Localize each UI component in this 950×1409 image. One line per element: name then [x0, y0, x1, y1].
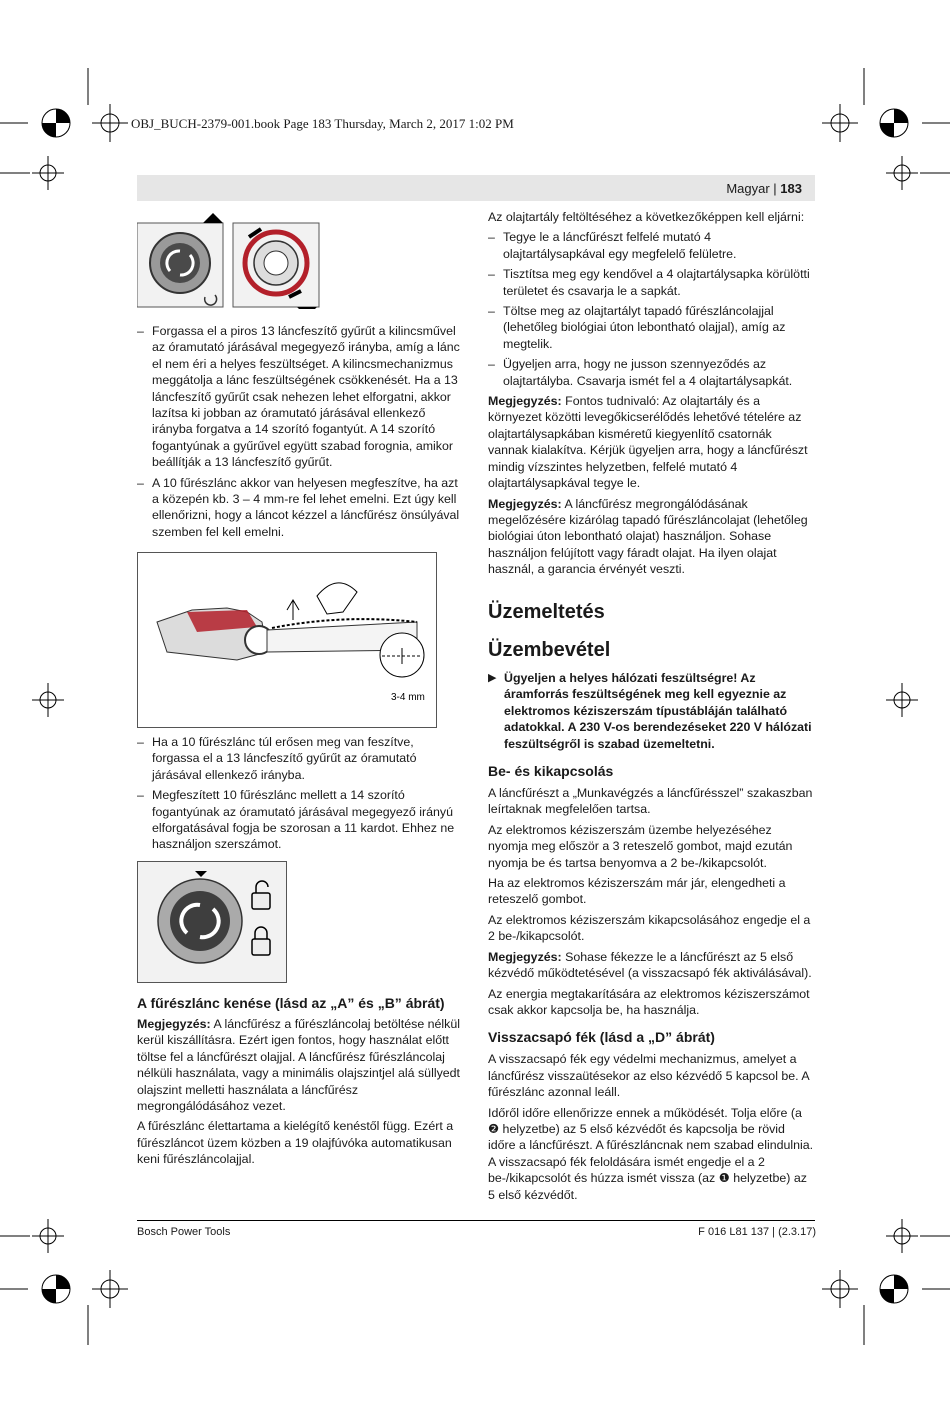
page-header: Magyar | 183 — [726, 181, 802, 196]
brake-text-2: Időről időre ellenőrizze ennek a működését. Tolja előre (a ❷ helyzetbe) az 5 első kézvédőt és kapcsolja be rövid időre a láncfűrészt. A fűrészláncnak nem szabad elindulnia. A visszacsapó fék feloldására ismét engedje el a 2 be-/kikapcsolót és húzza ismét vissza (az ❶ helyzetbe) az 5 első kézvédőt. — [488, 1105, 814, 1202]
oil-fill-section — [488, 209, 814, 582]
fill-intro: Az olajtartály feltöltéséhez a következőképpen kell eljárni: — [488, 210, 805, 224]
onoff-intro: A láncfűrészt a „Munkavégzés a láncfűrésszel” szakaszban leírtaknak megfelelően tartsa. — [488, 786, 813, 817]
header-band — [137, 175, 815, 201]
tension-step-1: – Forgassa el a piros 13 láncfeszítő gyűrűt a kilincsművel az óramutató járásával megegyező irányba, amíg a lánc el nem éri a helyes feszültséget. A kilincsmechanizmus meggátolja a lánc feszültségének csökkenését. Ha a 13 láncfeszítő gyűrűt csak nehezen lehet elforgatni, akkor lazítsa ki jobban az óramutató járásával ellenkező irányba forgatva a 14 szorító fogantyút. A 14 szorító fogantyúnak a gyűrűvel együtt szabad forognia, amikor beállítják a 13 láncfeszítő gyűrűt. — [137, 323, 463, 471]
footer-brand: Bosch Power Tools — [137, 1226, 231, 1238]
chain-lift-figure — [137, 552, 437, 728]
overtension-step-1: – Ha a 10 fűrészlánc túl erősen meg van feszítve, forgassa el a 13 láncfeszítő gyűrűt az óramutató járásával ellenkező irányba. — [137, 734, 463, 783]
onoff-note-text: Sohase fékezze le a láncfűrészt az 5 első kézvédő működtetésével (a visszacsapó fék aktiválásával). — [488, 949, 812, 981]
onoff-step-1: Az elektromos kéziszerszám üzembe helyezéséhez nyomja meg először a 3 reteszelő gombot, majd ezután nyomja be és tartsa benyomva a 2 be-/kikapcsolót. — [488, 822, 793, 870]
fill-step-1: – Tegye le a láncfűrészt felfelé mutató 4 olajtartálysapkával egy megfelelő felületre. — [488, 229, 814, 262]
onoff-note-label: Megjegyzés: — [488, 949, 562, 964]
onoff-energy: Az energia megtakarítására az elektromos kéziszerszámot csak akkor kapcsolja be, ha használja. — [488, 986, 810, 1017]
fill-step-4: – Ügyeljen arra, hogy ne jusson szennyeződés az olajtartályba. Csavarja ismét fel a 4 olajtartálysapkát. — [488, 356, 814, 389]
overtension-step-2: – Megfeszített 10 fűrészlánc mellett a 14 szorító fogantyúnak az óramutató járásával megegyező irányú elforgatásával fogja be szorosan a 11 kardot. Ehhez ne használjon szerszámot. — [137, 787, 463, 853]
fill-step-3: – Töltse meg az olajtartályt tapadó fűrészláncolajjal (lehetőleg biológiai úton lebontható olajjal), amíg az megtelik. — [488, 303, 814, 352]
footer-rule — [137, 1220, 815, 1221]
section-name: Magyar — [726, 181, 770, 196]
brake-text-1: A visszacsapó fék egy védelmi mechanizmus, amelyet a láncfűrész visszaütésekor az elso kézvédő 5 kapcsol be. A fűrészlánc azonnal leáll. — [488, 1052, 809, 1100]
onoff-step-2: Ha az elektromos kéziszerszám már jár, elengedheti a reteszelő gombot. — [488, 876, 786, 907]
clamp-knob-figure — [137, 861, 287, 983]
operation-section — [488, 600, 814, 1207]
lube-note-text: A láncfűrész a fűrészláncolaj betöltése nélkül kerül kiszállításra. Ezért igen fontos, hogy használat előtt töltse fel a láncfűrészt olajjal. A láncfűrész fűrészláncolaj nélküli használata, vagy a minimális olajszintjel alá süllyedt olajszint melletti használata a láncfűrész megrongálódásához vezet. — [137, 1017, 461, 1114]
lubrication-section — [137, 994, 463, 1172]
note2-text: A láncfűrész megrongálódásának megelőzésére kizárólag tapadó fűrészláncolajat (lehetőleg biológiai úton lebontható olajat) használjon. Sohase használjon felújított vagy fáradt olajat. Ha ilyen olajat használ, a garancia érvényét veszti. — [488, 496, 808, 577]
onoff-heading: Be- és kikapcsolás — [488, 763, 614, 780]
startup-heading: Üzembevétel — [488, 639, 611, 661]
fill-step-2: – Tisztítsa meg egy kendővel a 4 olajtartálysapka körülötti területet és csavarja le a sapkát. — [488, 266, 814, 299]
tension-ring-figure — [137, 213, 323, 309]
onoff-step-3: Az elektromos kéziszerszám kikapcsolásához engedje el a 2 be-/kikapcsolót. — [488, 912, 811, 944]
brake-heading: Visszacsapó fék (lásd a „D” ábrát) — [488, 1029, 715, 1046]
operation-heading: Üzemeltetés — [488, 601, 605, 623]
footer-code: F 016 L81 137 | (2.3.17) — [698, 1226, 816, 1238]
page-number: 183 — [780, 181, 802, 196]
voltage-warning: ▶ Ügyeljen a helyes hálózati feszültségre! Az áramforrás feszültségének meg kell egyeznie az elektromos kéziszerszám típustábláján található adatokkal. A 230 V-os berendezéseket 220 V hálózati feszültségről is szabad üzemeltetni. — [488, 670, 814, 752]
tension-step-2: – A 10 fűrészlánc akkor van helyesen megfeszítve, ha azt a közepén kb. 3 – 4 mm-re fel lehet emelni. Ezt úgy kell ellenőrizni, hogy a láncot kézzel a láncfűrész önsúlyával szemben fel kell emelni. — [137, 475, 463, 541]
figure-label: 3-4 mm — [391, 692, 425, 703]
print-header: OBJ_BUCH-2379-001.book Page 183 Thursday, March 2, 2017 1:02 PM — [131, 116, 514, 131]
note2-label: Megjegyzés: — [488, 496, 562, 511]
lube-life-text: A fűrészlánc élettartama a kielégítő kenéstől függ. Ezért a fűrészláncot üzem közben a 19 olajfúvóka automatikusan keni fűrészláncolajjal. — [137, 1119, 454, 1167]
lube-note-label: Megjegyzés: — [137, 1017, 211, 1031]
note1-label: Megjegyzés: — [488, 394, 562, 409]
overtension-steps — [137, 734, 463, 857]
note1-text: Fontos tudnivaló: Az olajtartály és a környezet közötti levegőkicserélődés lehetővé tételére az olajtartálysapkában kisméretű kiegyenlítő csatornák vannak kialakítva. Kérjük ügyeljen arra, hogy a láncfűrészt mindig vízszintes helyzetben, felfelé mutató 4 olajtartálysapkával tegye le. — [488, 394, 808, 491]
lubrication-heading: A fűrészlánc kenése (lásd az „A” és „B” ábrát) — [137, 995, 445, 1011]
tension-steps — [137, 323, 463, 544]
